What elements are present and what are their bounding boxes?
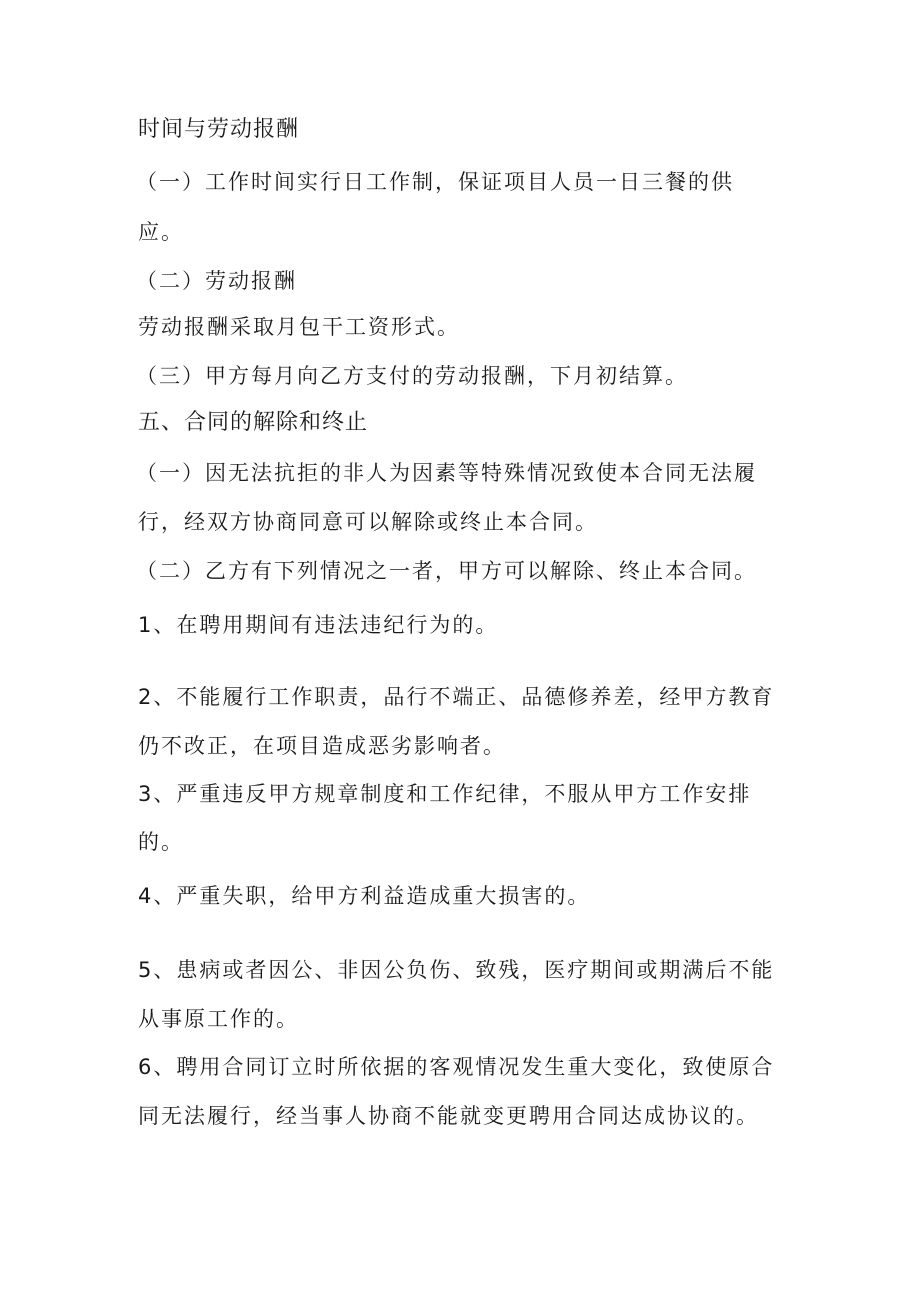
paragraph-line: 劳动报酬采取月包干工资形式。: [138, 315, 460, 339]
paragraph-line: （一）工作时间实行日工作制，保证项目人员一日三餐的供: [136, 170, 734, 194]
paragraph-line: 应。: [138, 220, 184, 244]
section-heading-termination: 五、合同的解除和终止: [138, 410, 369, 435]
paragraph-line: 仍不改正，在项目造成恶劣影响者。: [138, 734, 506, 758]
paragraph-line: （三）甲方每月向乙方支付的劳动报酬，下月初结算。: [136, 364, 688, 388]
list-item: 2、不能履行工作职责，品行不端正、品德修养差，经甲方教育: [138, 685, 775, 709]
paragraph-line: （一）因无法抗拒的非人为因素等特殊情况致使本合同无法履: [136, 461, 757, 485]
list-item: 4、严重失职，给甲方利益造成重大损害的。: [138, 884, 591, 908]
list-item: 1、在聘用期间有违法违纪行为的。: [138, 613, 499, 637]
paragraph-line: 的。: [138, 830, 184, 854]
list-item: 6、聘用合同订立时所依据的客观情况发生重大变化，致使原合: [138, 1055, 775, 1079]
paragraph-line: 从事原工作的。: [138, 1007, 299, 1031]
list-item: 5、患病或者因公、非因公负伤、致残，医疗期间或期满后不能: [138, 958, 775, 982]
section-heading-time-and-pay: 时间与劳动报酬: [138, 117, 300, 142]
paragraph-line: （二）乙方有下列情况之一者，甲方可以解除、终止本合同。: [136, 559, 757, 583]
paragraph-line: 行，经双方协商同意可以解除或终止本合同。: [138, 510, 598, 534]
paragraph-line: 同无法履行，经当事人协商不能就变更聘用合同达成协议的。: [138, 1104, 759, 1128]
list-item: 3、严重违反甲方规章制度和工作纪律，不服从甲方工作安排: [138, 782, 752, 806]
paragraph-line: （二）劳动报酬: [136, 269, 297, 293]
